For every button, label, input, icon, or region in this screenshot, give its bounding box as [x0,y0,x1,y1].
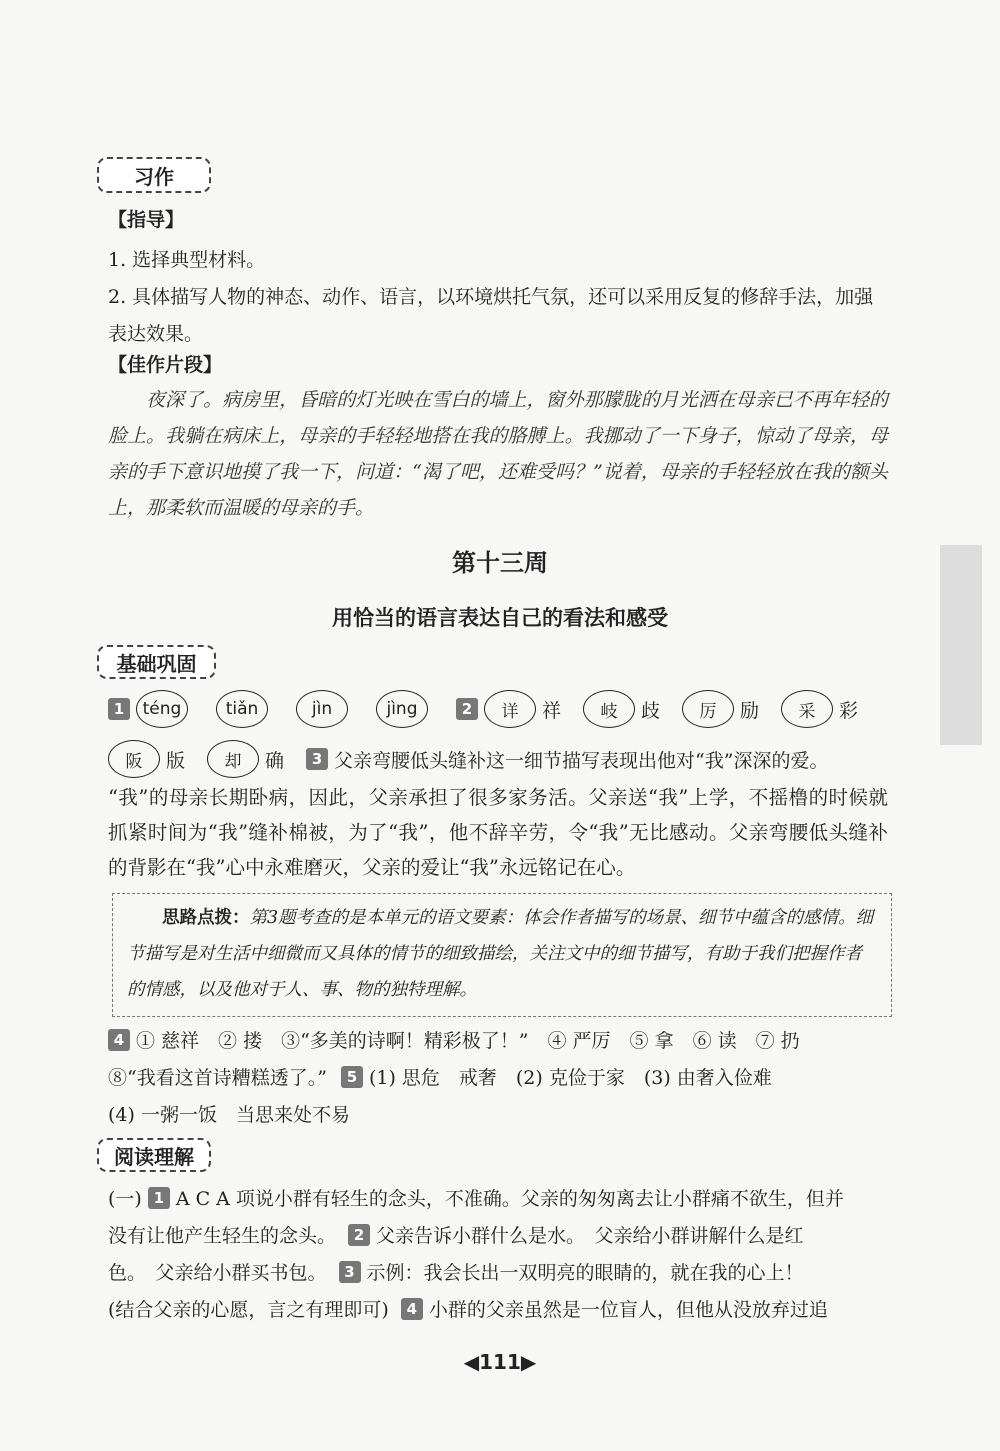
q5-answer-line2: (4) 一粥一饭 当思来处不易 [108,1104,350,1126]
reading-q2-text: 父亲告诉小群什么是水。 父亲给小群讲解什么是红 [376,1225,804,1247]
guide-item-2a: 2. 具体描写人物的神态、动作、语言，以环境烘托气氛，还可以采用反复的修辞手法，加强 [108,286,874,308]
question-number-1: 1 [108,698,130,720]
reading-row-1 [108,1184,844,1211]
pinyin-answer: jìn [296,690,348,728]
q5-answer-line1: (1) 思危 戒奢 (2) 克俭于家 (3) 由奢入俭难 [368,1067,772,1089]
char: 歧 [641,699,661,722]
char: 版 [166,749,186,772]
q4-answer-line1: ① 慈祥 ② 搂 ③“多美的诗啊！精彩极了！” ④ 严厉 ⑤ 拿 ⑥ 读 ⑦ 扔 [136,1030,800,1052]
reading-row-2 [108,1221,804,1248]
reading-q3-text2: (结合父亲的心愿，言之有理即可) [108,1299,389,1321]
circled-char: 厉 [682,690,734,728]
reading-q1-text: A C A 项说小群有轻生的念头，不准确。父亲的匆匆离去让小群痛不欲生，但并 [175,1188,844,1210]
week-title: 第十三周 [452,549,548,577]
week-subtitle: 用恰当的语言表达自己的看法和感受 [332,606,668,630]
reading-question-2: 2 [348,1224,370,1246]
q3-answer-body: “我”的母亲长期卧病，因此，父亲承担了很多家务活。父亲送“我”上学，不摇橹的时候就抓紧时间为“我”缝补棉被，为了“我”，他不辞辛劳，令“我”无比感动。父亲弯腰低头缝补的背影在“我”心中永难磨灭，父亲的爱让“我”永远铭记在心。 [108,786,888,879]
excerpt-heading: 【佳作片段】 [108,354,223,376]
guide-heading: 【指导】 [108,209,185,231]
question-number-5: 5 [341,1066,363,1088]
answer-row-2 [108,740,828,778]
answer-row-1 [108,690,858,728]
char: 祥 [542,699,562,722]
section-label-reading: 阅读理解 [97,1138,211,1172]
reading-question-3: 3 [339,1261,361,1283]
circled-char: 却 [207,740,259,778]
q4-row-2 [108,1063,772,1090]
excerpt-paragraph: 夜深了。病房里，昏暗的灯光映在雪白的墙上，窗外那朦胧的月光洒在母亲已不再年轻的脸上。我躺在病床上，母亲的手轻轻地搭在我的胳膊上。我挪动了一下身子，惊动了母亲，母亲的手下意识地摸了我一下，问道：“渴了吧，还难受吗？”说着，母亲的手轻轻放在我的额头上，那柔软而温暖的母亲的手。 [108,389,888,519]
tip-text: 第3题考查的是本单元的语文要素：体会作者描写的场景、细节中蕴含的感情。细节描写是对生活中细微而又具体的情节的细致描绘，关注文中的细节描写，有助于我们把握作者的情感，以及他对于人、事、物的独特理解。 [127,908,874,1000]
question-number-4: 4 [108,1029,130,1051]
circled-char: 采 [781,690,833,728]
section-label-writing: 习作 [97,157,211,193]
pinyin-answer: tiǎn [216,690,268,728]
reading-q2-text2: 色。 父亲给小群买书包。 [108,1262,327,1284]
section-label-basics: 基础巩固 [97,645,216,679]
reading-row-3 [108,1258,804,1285]
circled-char: 阪 [108,740,160,778]
side-tab [940,545,982,745]
reading-q3-text: 示例：我会长出一双明亮的眼睛的，就在我的心上！ [366,1262,804,1284]
page-number: ◀111▶ [463,1350,537,1374]
reading-q1-text2: 没有让他产生轻生的念头。 [108,1225,337,1247]
circled-char: 岐 [583,690,635,728]
q4-answer-line2: ⑧“我看这首诗糟糕透了。” [108,1067,327,1089]
guide-item-2b: 表达效果。 [108,323,204,345]
char: 彩 [839,699,859,722]
circled-char: 详 [484,690,536,728]
reading-q4-text: 小群的父亲虽然是一位盲人，但他从没放弃过追 [428,1299,828,1321]
reading-question-1: 1 [148,1187,170,1209]
pinyin-answer: téng [136,690,188,728]
reading-question-4: 4 [401,1298,423,1320]
q4-row-1 [108,1026,800,1053]
question-number-3: 3 [306,748,328,770]
q5-row-2 [108,1100,350,1127]
reading-row-4 [108,1295,828,1322]
tip-label: 思路点拨： [162,908,250,928]
tip-box [112,893,892,1017]
char: 励 [740,699,760,722]
question-number-2: 2 [456,698,478,720]
pinyin-answer: jìng [376,690,428,728]
guide-item-1: 1. 选择典型材料。 [108,249,266,271]
reading-part: (一) [108,1188,142,1210]
q3-answer-line1: 父亲弯腰低头缝补这一细节描写表现出他对“我”深深的爱。 [334,749,829,772]
char: 确 [265,749,285,772]
